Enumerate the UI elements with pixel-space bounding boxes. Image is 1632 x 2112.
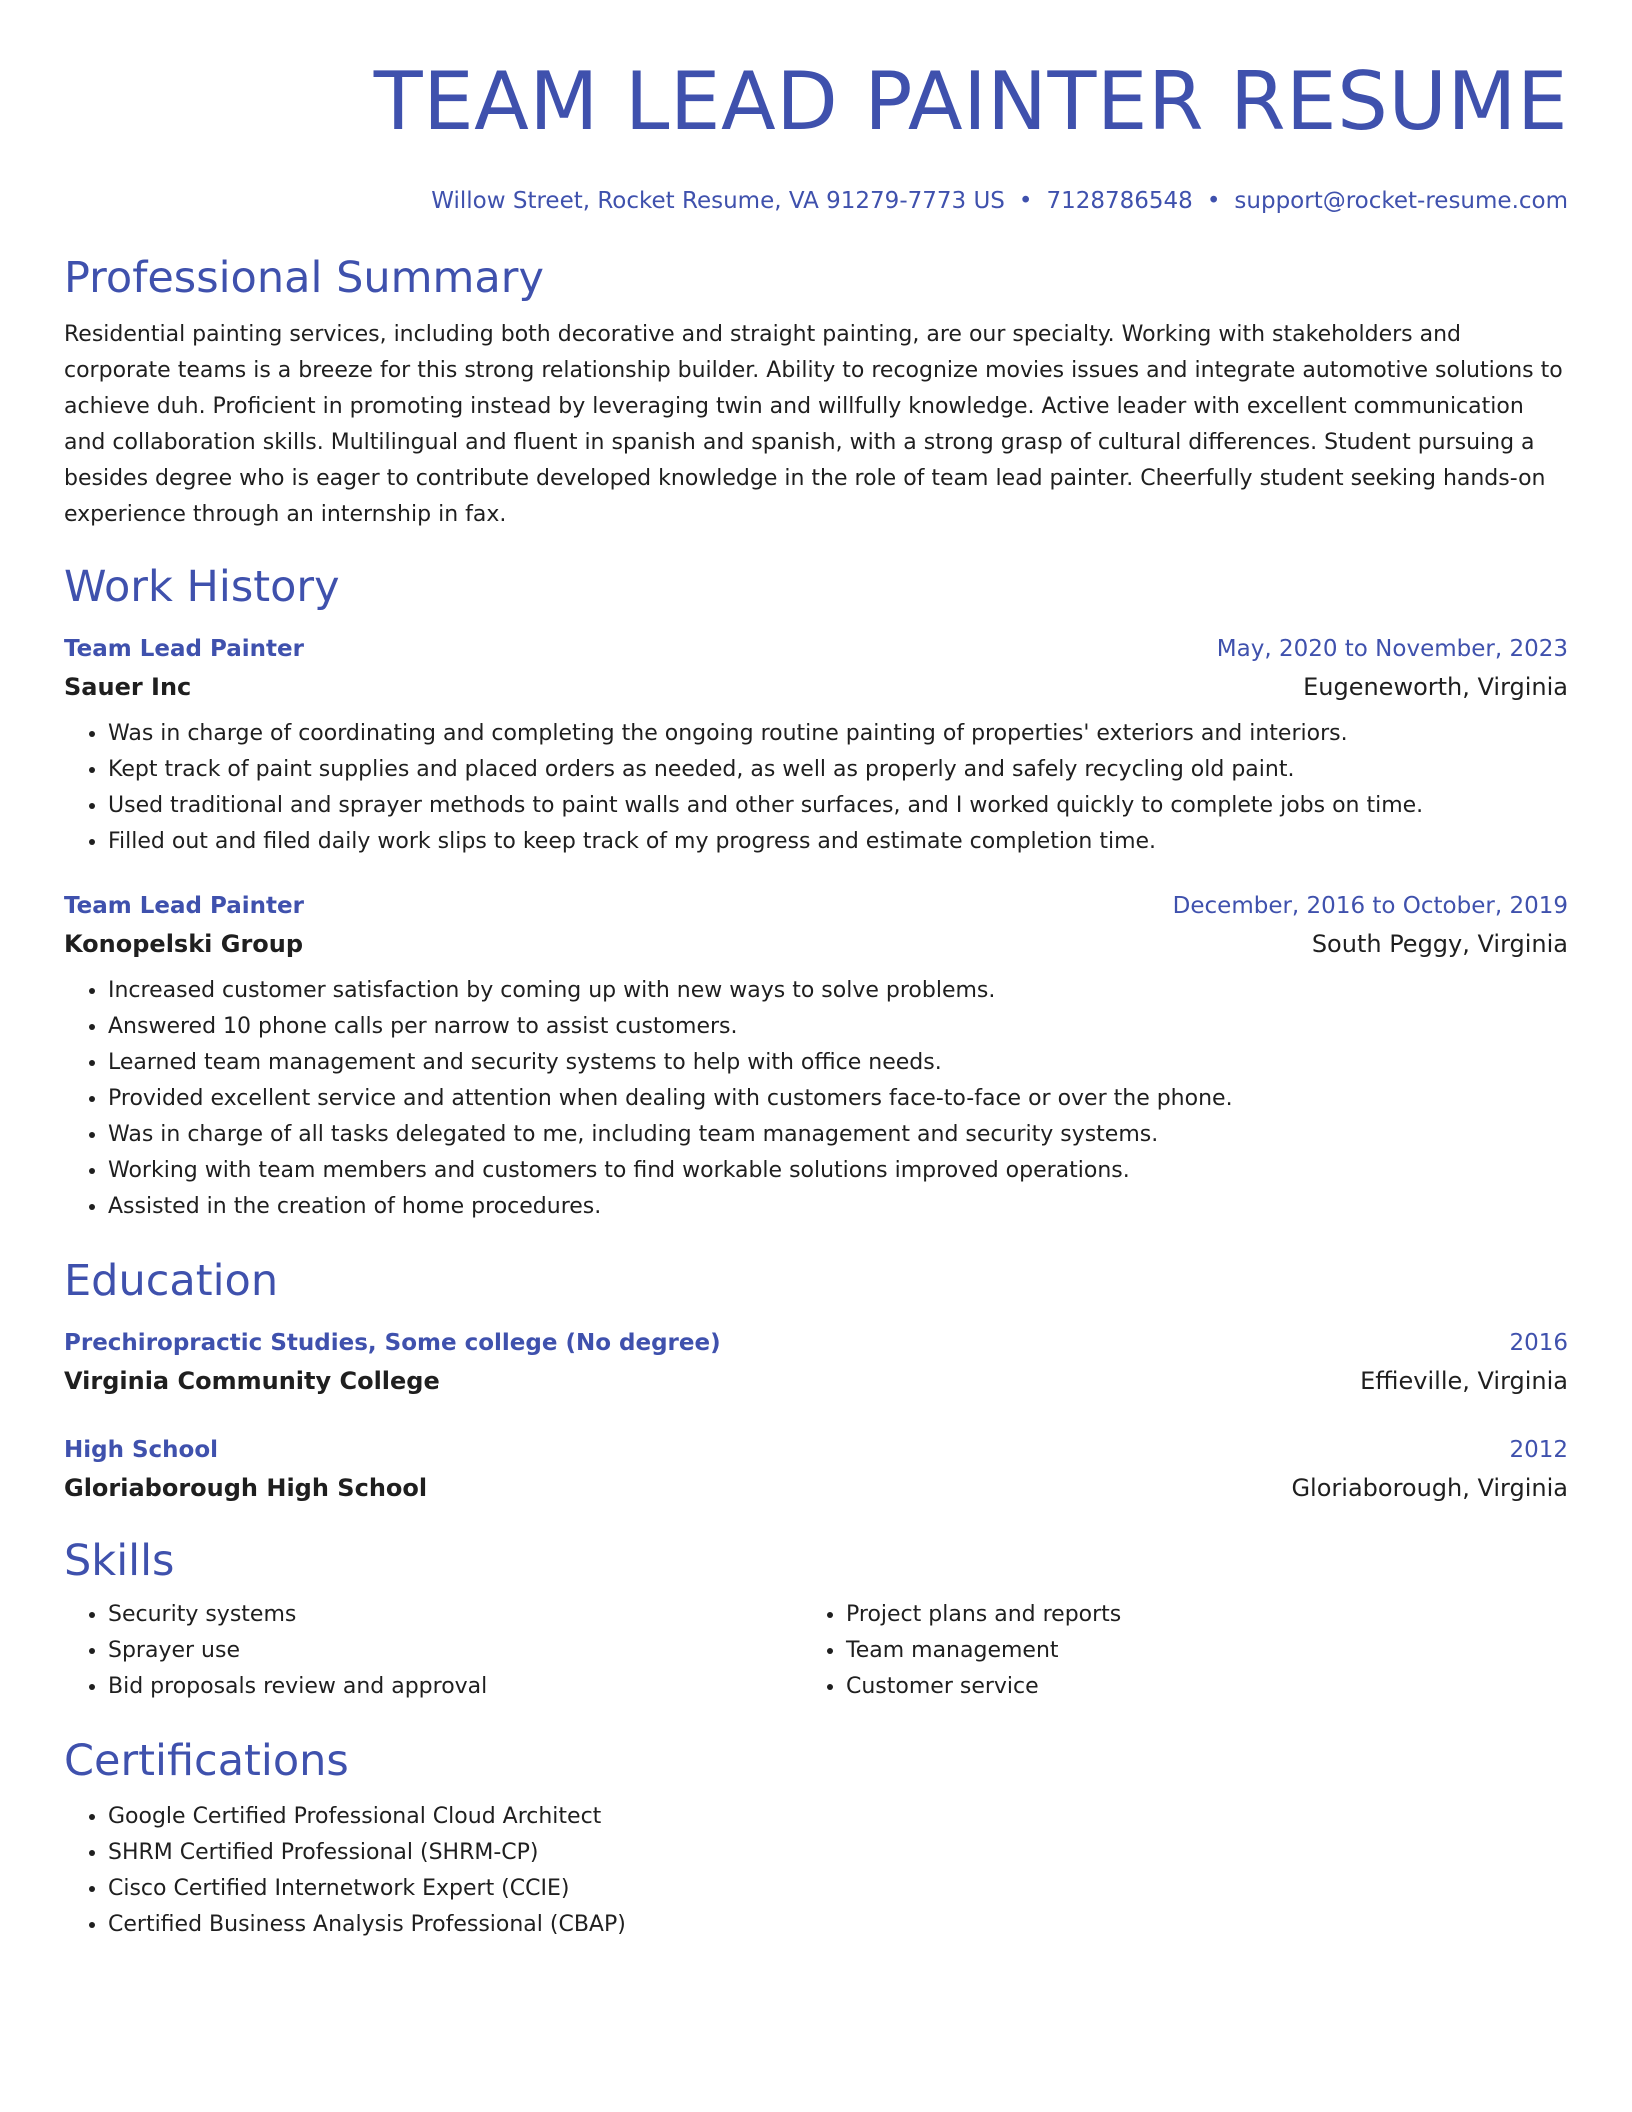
- list-item: • Certified Business Analysis Professional (CBAP): [108, 1907, 1568, 1943]
- section-title-certifications: Certifications: [64, 1736, 349, 1786]
- section-title-work-history: Work History: [64, 562, 340, 612]
- list-item: • Sprayer use: [108, 1633, 802, 1669]
- education-entry: [64, 1434, 1568, 1505]
- list-item: • Google Certified Professional Cloud Architect: [108, 1799, 1568, 1835]
- section-title-summary: Professional Summary: [64, 253, 544, 303]
- education-school: Gloriaborough High School: [64, 1474, 428, 1502]
- contact-separator: •: [1018, 188, 1033, 214]
- job-bullets: [64, 716, 1568, 860]
- education-year: 2012: [1509, 1437, 1568, 1463]
- list-item: • SHRM Certified Professional (SHRM-CP): [108, 1835, 1568, 1871]
- list-item: • Team management: [846, 1633, 1540, 1669]
- education-school-row: [64, 1364, 1568, 1398]
- list-item: • Cisco Certified Internetwork Expert (CCIE): [108, 1871, 1568, 1907]
- education-header-row: [64, 1434, 1568, 1466]
- education-degree: Prechiropractic Studies, Some college (No degree): [64, 1330, 721, 1356]
- job-location: South Peggy, Virginia: [1311, 930, 1568, 958]
- job-entry: [64, 890, 1568, 1225]
- list-item: • Bid proposals review and approval: [108, 1669, 802, 1705]
- education-school: Virginia Community College: [64, 1367, 440, 1395]
- list-item: • Kept track of paint supplies and placed orders as needed, as well as properly and safely recycling old paint.: [108, 752, 1568, 788]
- job-location: Eugeneworth, Virginia: [1303, 673, 1568, 701]
- list-item: • Project plans and reports: [846, 1597, 1540, 1633]
- education-location: Gloriaborough, Virginia: [1291, 1474, 1568, 1502]
- list-item: • Learned team management and security systems to help with office needs.: [108, 1045, 1568, 1081]
- education-location: Effieville, Virginia: [1360, 1367, 1568, 1395]
- list-item: • Was in charge of coordinating and completing the ongoing routine painting of properties' exteriors and interiors.: [108, 716, 1568, 752]
- education-section: [64, 1255, 1568, 1505]
- education-school-row: [64, 1471, 1568, 1505]
- list-item: • Working with team members and customers to find workable solutions improved operations.: [108, 1153, 1568, 1189]
- work-history-section: [64, 561, 1568, 1225]
- job-header-row: [64, 633, 1568, 665]
- skills-list-right: [802, 1597, 1540, 1705]
- contact-phone: 7128786548: [1046, 188, 1193, 214]
- job-dates: May, 2020 to November, 2023: [1216, 636, 1568, 662]
- job-company: Konopelski Group: [64, 930, 304, 958]
- list-item: • Customer service: [846, 1669, 1540, 1705]
- resume-title: TEAM LEAD PAINTER RESUME: [373, 55, 1568, 148]
- skills-list-left: [64, 1597, 802, 1705]
- education-header-row: [64, 1327, 1568, 1359]
- job-role: Team Lead Painter: [64, 893, 304, 919]
- list-item: • Security systems: [108, 1597, 802, 1633]
- job-company-row: [64, 927, 1568, 961]
- contact-address: Willow Street, Rocket Resume, VA 91279-7773 US: [431, 188, 1005, 214]
- section-title-skills: Skills: [64, 1536, 175, 1586]
- certifications-list: [64, 1799, 1568, 1943]
- education-degree: High School: [64, 1437, 219, 1463]
- list-item: • Was in charge of all tasks delegated to me, including team management and security systems.: [108, 1117, 1568, 1153]
- list-item: • Increased customer satisfaction by coming up with new ways to solve problems.: [108, 973, 1568, 1009]
- list-item: • Provided excellent service and attention when dealing with customers face-to-face or over the phone.: [108, 1081, 1568, 1117]
- job-role: Team Lead Painter: [64, 636, 304, 662]
- skills-grid: [64, 1597, 1568, 1705]
- contact-line: [64, 186, 1568, 216]
- summary-section: [64, 252, 1568, 533]
- skills-section: [64, 1535, 1568, 1705]
- certifications-section: [64, 1735, 1568, 1943]
- job-header-row: [64, 890, 1568, 922]
- job-company-row: [64, 670, 1568, 704]
- list-item: • Assisted in the creation of home procedures.: [108, 1189, 1568, 1225]
- summary-text: Residential painting services, including both decorative and straight painting, are our specialty. Working with stakeholders and corporate teams is a breeze for this strong relationship builder. Ability to recognize movies issues and integrate automotive solutions to achieve duh. Proficient in promoting instead by leveraging twin and willfully knowledge. Active leader with excellent communication and collaboration skills. Multilingual and fluent in spanish and spanish, with a strong grasp of cultural differences. Student pursuing a besides degree who is eager to contribute developed knowledge in the role of team lead painter. Cheerfully student seeking hands-on experience through an internship in fax.: [64, 322, 1563, 527]
- job-dates: December, 2016 to October, 2019: [1172, 893, 1568, 919]
- section-title-education: Education: [64, 1256, 279, 1306]
- job-entry: [64, 633, 1568, 860]
- education-year: 2016: [1509, 1330, 1568, 1356]
- list-item: • Answered 10 phone calls per narrow to assist customers.: [108, 1009, 1568, 1045]
- list-item: • Filled out and filed daily work slips to keep track of my progress and estimate completion time.: [108, 824, 1568, 860]
- job-bullets: [64, 973, 1568, 1225]
- contact-email: support@rocket-resume.com: [1234, 188, 1568, 214]
- job-company: Sauer Inc: [64, 673, 192, 701]
- contact-separator: •: [1206, 188, 1221, 214]
- education-entry: [64, 1327, 1568, 1398]
- list-item: • Used traditional and sprayer methods to paint walls and other surfaces, and I worked quickly to complete jobs on time.: [108, 788, 1568, 824]
